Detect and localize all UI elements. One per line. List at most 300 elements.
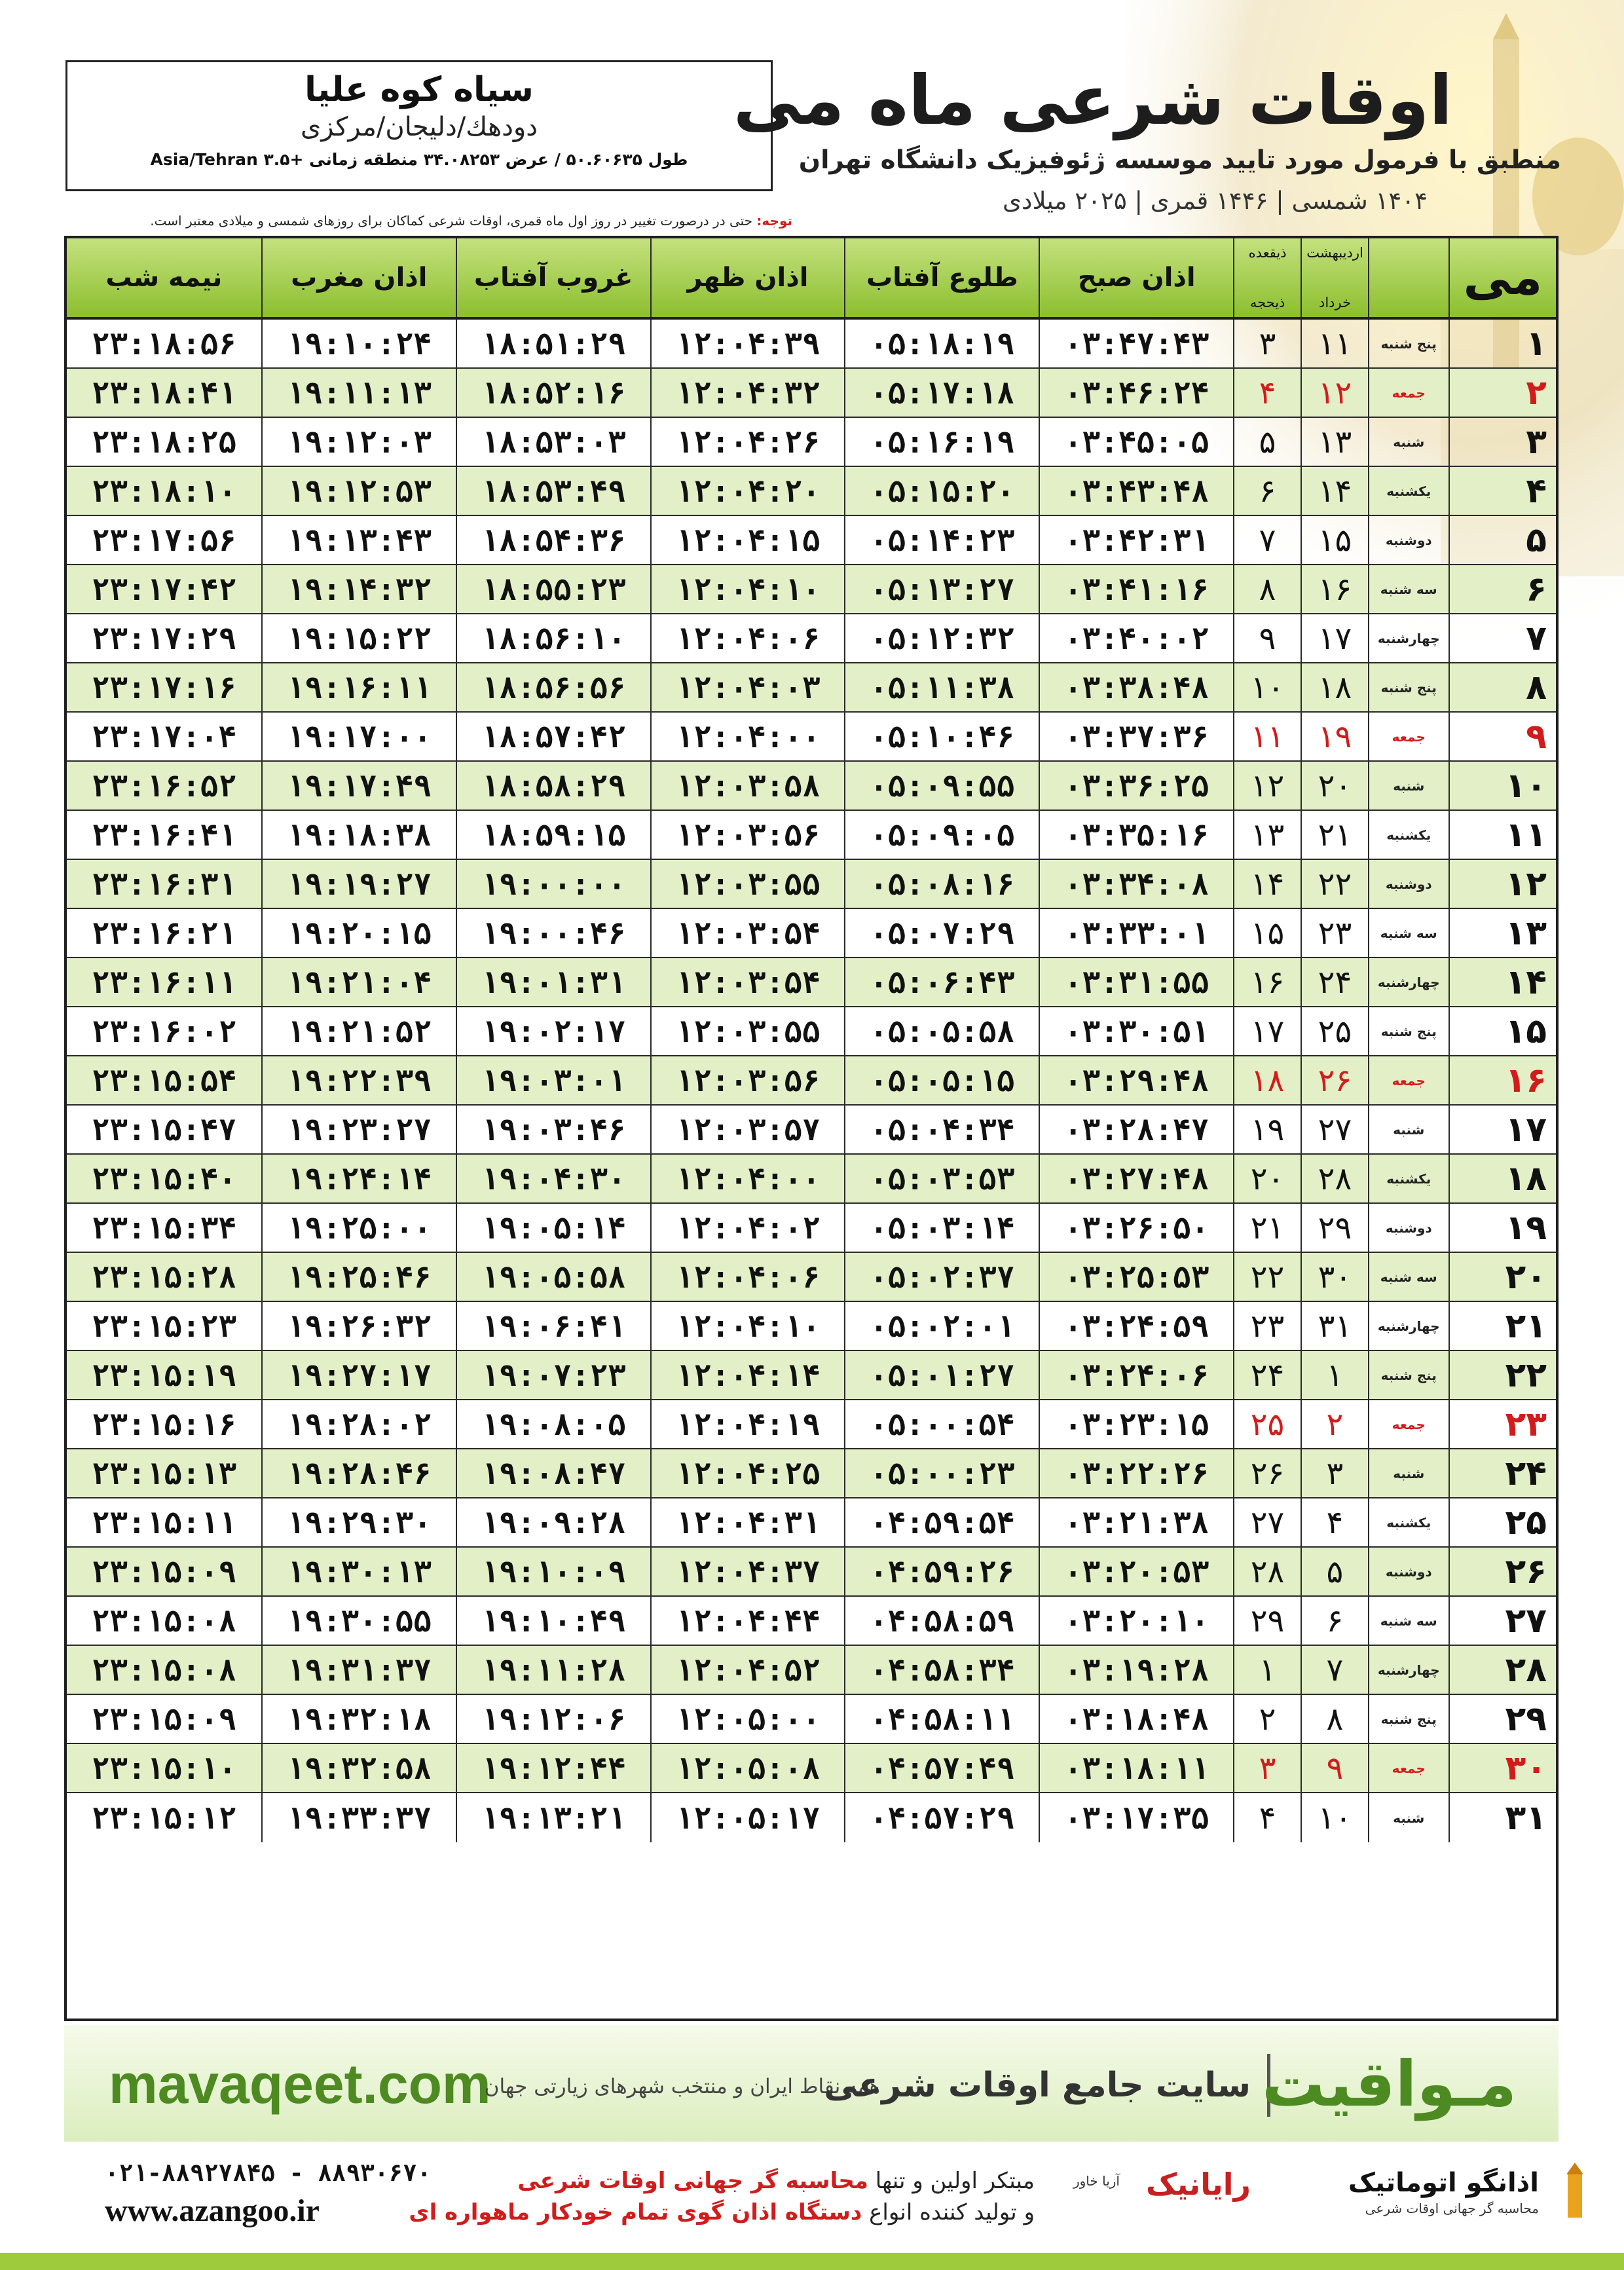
dhuhr-time: ۱۲:۰۵:۱۷ [650,1793,845,1842]
day-number: ۲۷ [1449,1597,1556,1645]
dhuhr-time: ۱۲:۰۴:۰۶ [650,1253,845,1301]
sunset-time: ۱۹:۰۰:۴۶ [456,909,650,957]
weekday: پنج شنبه [1368,663,1449,711]
slogan: سایت جامع اوقات شرعی [824,2066,1251,2105]
shamsi-day: ۲۲ [1301,860,1368,908]
weekday: جمعه [1368,713,1449,760]
hijri-day: ۱۰ [1233,663,1301,711]
date-line: ۱۴۰۴ شمسی | ۱۴۴۶ قمری | ۲۰۲۵ میلادی [1003,187,1428,215]
sunset-time: ۱۹:۱۰:۴۹ [456,1597,650,1645]
maghrib-time: ۱۹:۳۰:۵۵ [261,1597,456,1645]
midnight-time: ۲۳:۱۵:۴۰ [91,1161,237,1197]
hijri-day: ۲۱ [1233,1204,1301,1252]
weekday: شنبه [1368,1106,1449,1153]
day-number: ۱۹ [1449,1204,1556,1252]
maghrib-time: ۱۹:۳۲:۵۸ [261,1744,456,1792]
dhuhr-time: ۱۲:۰۳:۵۵ [650,1007,845,1055]
table-row [67,1695,1556,1744]
shamsi-day: ۳۰ [1301,1253,1368,1301]
fajr-time: ۰۳:۴۷:۴۳ [1039,320,1233,367]
header-ordibehesht: اردیبهشت [1306,245,1363,261]
sunrise-time: ۰۵:۰۹:۵۵ [844,762,1039,809]
note [63,213,792,229]
midnight-time: ۲۳:۱۶:۳۱ [91,866,237,902]
maghrib-time: ۱۹:۲۵:۰۰ [261,1204,456,1252]
table-row [67,516,1556,565]
maghrib-time: ۱۹:۳۲:۱۸ [261,1695,456,1743]
sunset-time: ۱۹:۰۳:۴۶ [456,1106,650,1153]
table-row [67,1793,1556,1842]
fajr-time: ۰۳:۳۴:۰۸ [1039,860,1233,908]
table-row [67,1106,1556,1155]
dhuhr-time: ۱۲:۰۴:۱۴ [650,1351,845,1399]
day-number: ۱۶ [1449,1056,1556,1104]
page-subtitle: منطبق با فرمول مورد تایید موسسه ژئوفیزیک دانشگاه تهران [798,145,1561,175]
midnight-time: ۲۳:۱۸:۲۵ [91,424,237,460]
fajr-time: ۰۳:۲۰:۱۰ [1039,1597,1233,1645]
midnight-time: ۲۳:۱۵:۰۸ [91,1603,237,1639]
fajr-time: ۰۳:۲۴:۵۹ [1039,1302,1233,1350]
sunrise-time: ۰۵:۰۱:۲۷ [844,1351,1039,1399]
day-number: ۲۴ [1449,1449,1556,1497]
dhuhr-time: ۱۲:۰۴:۲۶ [650,418,845,466]
table-row [67,1204,1556,1253]
hijri-day: ۲۳ [1233,1302,1301,1350]
location-coords: طول ۵۰.۶۰۶۳۵ / عرض ۳۴.۰۸۲۵۳ منطقه زمانی +۳.۵ Asia/Tehran [150,150,688,169]
maghrib-time: ۱۹:۱۵:۲۲ [261,614,456,662]
shamsi-day: ۱۴ [1301,467,1368,515]
fajr-time: ۰۳:۱۸:۱۱ [1039,1744,1233,1792]
day-number: ۱۳ [1449,909,1556,957]
dhuhr-time: ۱۲:۰۴:۳۷ [650,1548,845,1595]
header-sunrise: طلوع آفتاب [844,238,1039,317]
hijri-day: ۱۸ [1233,1056,1301,1104]
weekday: یکشنبه [1368,467,1449,515]
day-number: ۲۳ [1449,1400,1556,1448]
sunrise-time: ۰۵:۱۰:۴۶ [844,713,1039,760]
sunset-time: ۱۸:۵۶:۵۶ [456,663,650,711]
maghrib-time: ۱۹:۱۲:۵۳ [261,467,456,515]
dhuhr-time: ۱۲:۰۳:۵۸ [650,762,845,809]
shamsi-day: ۲۷ [1301,1106,1368,1153]
sunrise-time: ۰۵:۰۸:۱۶ [844,860,1039,908]
header-maghrib: اذان مغرب [261,238,456,317]
fajr-time: ۰۳:۳۵:۱۶ [1039,811,1233,859]
sunrise-time: ۰۵:۰۷:۲۹ [844,909,1039,957]
footer-phone: ۰۲۱-۸۸۹۲۷۸۴۵ - ۸۸۹۳۰۶۷۰ [105,2160,432,2187]
maghrib-time: ۱۹:۲۲:۳۹ [261,1056,456,1104]
maghrib-time: ۱۹:۱۷:۴۹ [261,762,456,809]
sunset-time: ۱۹:۰۵:۱۴ [456,1204,650,1252]
table-row [67,909,1556,958]
bottom-bar [0,2253,1624,2270]
table-row [67,1744,1556,1793]
day-number: ۱۴ [1449,958,1556,1006]
dhuhr-time: ۱۲:۰۴:۰۰ [650,1155,845,1202]
shamsi-day: ۱۸ [1301,663,1368,711]
day-number: ۲۹ [1449,1695,1556,1743]
day-number: ۲۸ [1449,1646,1556,1694]
midnight-time: ۲۳:۱۸:۵۶ [91,326,237,362]
weekday: شنبه [1368,1449,1449,1497]
fajr-time: ۰۳:۲۴:۰۶ [1039,1351,1233,1399]
maghrib-time: ۱۹:۲۴:۱۴ [261,1155,456,1202]
shamsi-day: ۲۶ [1301,1056,1368,1104]
table-row [67,565,1556,614]
sunrise-time: ۰۵:۰۴:۳۴ [844,1106,1039,1153]
maghrib-time: ۱۹:۲۶:۳۲ [261,1302,456,1350]
day-number: ۹ [1449,713,1556,760]
table-row [67,860,1556,909]
dhuhr-time: ۱۲:۰۳:۵۴ [650,909,845,957]
slogan-sub: همه نقاط ایران و منتخب شهرهای زیارتی جهان [484,2075,880,2098]
sunset-time: ۱۹:۰۲:۱۷ [456,1007,650,1055]
sunset-time: ۱۹:۰۶:۴۱ [456,1302,650,1350]
sunrise-time: ۰۴:۵۷:۴۹ [844,1744,1039,1792]
fajr-time: ۰۳:۳۶:۲۵ [1039,762,1233,809]
dhuhr-time: ۱۲:۰۴:۰۰ [650,713,845,760]
shamsi-day: ۱۷ [1301,614,1368,662]
fajr-time: ۰۳:۳۱:۵۵ [1039,958,1233,1006]
weekday: شنبه [1368,1793,1449,1842]
sunrise-time: ۰۵:۰۲:۰۱ [844,1302,1039,1350]
location-region: دودهك/دلیجان/مرکزی [300,112,538,142]
shamsi-day: ۲ [1301,1400,1368,1448]
dhuhr-time: ۱۲:۰۳:۵۵ [650,860,845,908]
weekday: پنج شنبه [1368,1007,1449,1055]
day-number: ۲۲ [1449,1351,1556,1399]
footer-line-2-b: دستگاه اذان گوی تمام خودکار ماهواره ای [409,2199,862,2225]
midnight-time: ۲۳:۱۵:۱۳ [91,1455,237,1491]
fajr-time: ۰۳:۴۶:۲۴ [1039,369,1233,417]
hijri-day: ۱۲ [1233,762,1301,809]
shamsi-day: ۲۴ [1301,958,1368,1006]
sunset-time: ۱۸:۵۵:۲۳ [456,565,650,613]
table-row [67,1253,1556,1302]
day-number: ۲۶ [1449,1548,1556,1595]
shamsi-day: ۲۰ [1301,762,1368,809]
dhuhr-time: ۱۲:۰۴:۱۰ [650,565,845,613]
day-number: ۸ [1449,663,1556,711]
table-row [67,1449,1556,1498]
dhuhr-time: ۱۲:۰۴:۳۱ [650,1498,845,1546]
sunset-time: ۱۹:۰۰:۰۰ [456,860,650,908]
day-number: ۱۷ [1449,1106,1556,1153]
dhuhr-time: ۱۲:۰۳:۵۶ [650,811,845,859]
midnight-time: ۲۳:۱۸:۴۱ [91,375,237,411]
shamsi-day: ۵ [1301,1548,1368,1595]
azangoo-minaret-icon [1552,2161,1598,2220]
footer-website[interactable]: www.azangoo.ir [105,2193,320,2228]
header-khordad: خرداد [1318,295,1352,310]
midnight-time: ۲۳:۱۵:۲۳ [91,1308,237,1344]
fajr-time: ۰۳:۲۹:۴۸ [1039,1056,1233,1104]
hijri-day: ۲۵ [1233,1400,1301,1448]
maghrib-time: ۱۹:۲۷:۱۷ [261,1351,456,1399]
brand-logo: مـواقیت [1261,2047,1517,2121]
fajr-time: ۰۳:۴۱:۱۶ [1039,565,1233,613]
sunrise-time: ۰۵:۰۳:۱۴ [844,1204,1039,1252]
day-number: ۵ [1449,516,1556,564]
midnight-time: ۲۳:۱۷:۰۴ [91,718,237,754]
table-row [67,1155,1556,1204]
dhuhr-time: ۱۲:۰۴:۰۳ [650,663,845,711]
sunrise-time: ۰۵:۱۶:۱۹ [844,418,1039,466]
hijri-day: ۲۷ [1233,1498,1301,1546]
midnight-time: ۲۳:۱۶:۱۱ [91,964,237,1000]
footer-line-1 [517,2168,1035,2194]
dhuhr-time: ۱۲:۰۴:۰۶ [650,614,845,662]
midnight-time: ۲۳:۱۵:۰۸ [91,1652,237,1688]
shamsi-day: ۶ [1301,1597,1368,1645]
table-row [67,614,1556,663]
dhuhr-time: ۱۲:۰۳:۵۷ [650,1106,845,1153]
dhuhr-time: ۱۲:۰۵:۰۸ [650,1744,845,1792]
day-number: ۳۰ [1449,1744,1556,1792]
dhuhr-time: ۱۲:۰۴:۳۲ [650,369,845,417]
sunset-time: ۱۸:۵۸:۲۹ [456,762,650,809]
table-body [67,320,1556,1842]
hijri-day: ۱۵ [1233,909,1301,957]
mavaqeet-banner [64,2025,1559,2142]
fajr-time: ۰۳:۳۷:۳۶ [1039,713,1233,760]
hijri-day: ۲۹ [1233,1597,1301,1645]
fajr-time: ۰۳:۲۱:۳۸ [1039,1498,1233,1546]
sunset-time: ۱۹:۰۵:۵۸ [456,1253,650,1301]
weekday: چهارشنبه [1368,958,1449,1006]
midnight-time: ۲۳:۱۷:۱۶ [91,669,237,705]
maghrib-time: ۱۹:۱۴:۳۲ [261,565,456,613]
table-row [67,320,1556,369]
weekday: شنبه [1368,762,1449,809]
table-header [67,238,1556,320]
sunset-time: ۱۸:۵۴:۳۶ [456,516,650,564]
midnight-time: ۲۳:۱۵:۵۴ [91,1062,237,1098]
hijri-day: ۱۴ [1233,860,1301,908]
fajr-time: ۰۳:۴۳:۴۸ [1039,467,1233,515]
shamsi-day: ۳ [1301,1449,1368,1497]
table-row [67,1597,1556,1646]
midnight-time: ۲۳:۱۵:۰۹ [91,1554,237,1590]
location-box [65,60,773,191]
sunset-time: ۱۸:۵۳:۰۳ [456,418,650,466]
weekday: سه شنبه [1368,565,1449,613]
hijri-day: ۲۶ [1233,1449,1301,1497]
maghrib-time: ۱۹:۱۷:۰۰ [261,713,456,760]
sunset-time: ۱۹:۰۱:۳۱ [456,958,650,1006]
weekday: سه شنبه [1368,909,1449,957]
sunset-time: ۱۸:۵۶:۱۰ [456,614,650,662]
day-number: ۱۵ [1449,1007,1556,1055]
day-number: ۲۰ [1449,1253,1556,1301]
fajr-time: ۰۳:۱۷:۳۵ [1039,1793,1233,1842]
fajr-time: ۰۳:۳۰:۵۱ [1039,1007,1233,1055]
fajr-time: ۰۳:۴۵:۰۵ [1039,418,1233,466]
shamsi-day: ۱۱ [1301,320,1368,367]
dhuhr-time: ۱۲:۰۴:۴۴ [650,1597,845,1645]
fajr-time: ۰۳:۲۵:۵۳ [1039,1253,1233,1301]
maghrib-time: ۱۹:۲۵:۴۶ [261,1253,456,1301]
midnight-time: ۲۳:۱۷:۵۶ [91,522,237,558]
day-number: ۲۵ [1449,1498,1556,1546]
sunset-time: ۱۹:۰۹:۲۸ [456,1498,650,1546]
shamsi-day: ۱۵ [1301,516,1368,564]
table-row [67,1646,1556,1695]
maghrib-time: ۱۹:۲۸:۰۲ [261,1400,456,1448]
sunrise-time: ۰۵:۰۰:۲۳ [844,1449,1039,1497]
fajr-time: ۰۳:۲۷:۴۸ [1039,1155,1233,1202]
sunrise-time: ۰۴:۵۸:۳۴ [844,1646,1039,1694]
fajr-time: ۰۳:۳۳:۰۱ [1039,909,1233,957]
sunset-time: ۱۹:۱۱:۲۸ [456,1646,650,1694]
table-row [67,467,1556,516]
midnight-time: ۲۳:۱۵:۱۲ [91,1800,237,1836]
weekday: جمعه [1368,1400,1449,1448]
table-row [67,369,1556,418]
maghrib-time: ۱۹:۲۳:۲۷ [261,1106,456,1153]
maghrib-time: ۱۹:۳۳:۳۷ [261,1793,456,1842]
weekday: دوشنبه [1368,1548,1449,1595]
table-row [67,418,1556,467]
dhuhr-time: ۱۲:۰۳:۵۴ [650,958,845,1006]
maghrib-time: ۱۹:۱۸:۳۸ [261,811,456,859]
maghrib-time: ۱۹:۲۱:۰۴ [261,958,456,1006]
shamsi-day: ۳۱ [1301,1302,1368,1350]
weekday: چهارشنبه [1368,614,1449,662]
dhuhr-time: ۱۲:۰۴:۵۲ [650,1646,845,1694]
hijri-day: ۳ [1233,1744,1301,1792]
hijri-day: ۸ [1233,565,1301,613]
sunset-time: ۱۸:۵۱:۲۹ [456,320,650,367]
footer-line-1-a: مبتکر اولین و تنها [868,2168,1035,2194]
midnight-time: ۲۳:۱۶:۵۲ [91,768,237,804]
weekday: چهارشنبه [1368,1646,1449,1694]
dhuhr-time: ۱۲:۰۴:۱۹ [650,1400,845,1448]
dhuhr-time: ۱۲:۰۴:۱۵ [650,516,845,564]
midnight-time: ۲۳:۱۷:۴۲ [91,571,237,607]
hijri-day: ۲ [1233,1695,1301,1743]
sunrise-time: ۰۵:۱۱:۳۸ [844,663,1039,711]
maghrib-time: ۱۹:۲۱:۵۲ [261,1007,456,1055]
footer-line-1-b: محاسبه گر جهانی اوقات شرعی [517,2168,868,2194]
maghrib-time: ۱۹:۳۰:۱۳ [261,1548,456,1595]
table-row [67,663,1556,713]
weekday: جمعه [1368,1056,1449,1104]
header-dhuhr: اذان ظهر [650,238,845,317]
sunrise-time: ۰۵:۰۹:۰۵ [844,811,1039,859]
fajr-time: ۰۳:۲۲:۲۶ [1039,1449,1233,1497]
hijri-day: ۳ [1233,320,1301,367]
hijri-day: ۱۳ [1233,811,1301,859]
fajr-time: ۰۳:۱۸:۴۸ [1039,1695,1233,1743]
sunset-time: ۱۹:۱۲:۴۴ [456,1744,650,1792]
sunrise-time: ۰۵:۰۵:۵۸ [844,1007,1039,1055]
midnight-time: ۲۳:۱۵:۱۱ [91,1504,237,1540]
sunrise-time: ۰۵:۰۶:۴۳ [844,958,1039,1006]
weekday: پنج شنبه [1368,320,1449,367]
table-row [67,1351,1556,1400]
weekday: جمعه [1368,1744,1449,1792]
weekday: دوشنبه [1368,860,1449,908]
maghrib-time: ۱۹:۲۹:۳۰ [261,1498,456,1546]
hijri-day: ۶ [1233,467,1301,515]
day-number: ۱۸ [1449,1155,1556,1202]
header-hijri [1233,238,1301,317]
dhuhr-time: ۱۲:۰۴:۲۵ [650,1449,845,1497]
midnight-time: ۲۳:۱۷:۲۹ [91,620,237,656]
hijri-day: ۵ [1233,418,1301,466]
dhuhr-time: ۱۲:۰۴:۳۹ [650,320,845,367]
weekday: دوشنبه [1368,516,1449,564]
shamsi-day: ۹ [1301,1744,1368,1792]
shamsi-day: ۲۸ [1301,1155,1368,1202]
rayanik-sub: آریا خاور [1073,2173,1120,2189]
sunrise-time: ۰۵:۱۲:۳۲ [844,614,1039,662]
weekday: یکشنبه [1368,1498,1449,1546]
midnight-time: ۲۳:۱۵:۰۹ [91,1701,237,1737]
sunset-time: ۱۹:۱۲:۰۶ [456,1695,650,1743]
weekday: دوشنبه [1368,1204,1449,1252]
sunrise-time: ۰۴:۵۹:۲۶ [844,1548,1039,1595]
day-number: ۱۱ [1449,811,1556,859]
footer-line-2 [409,2199,1035,2225]
day-number: ۳۱ [1449,1793,1556,1842]
hijri-day: ۲۸ [1233,1548,1301,1595]
site-url[interactable]: mavaqeet.com [109,2053,491,2115]
shamsi-day: ۱۶ [1301,565,1368,613]
header-shamsi [1301,238,1368,317]
header-dhulqada: ذیقعده [1248,245,1287,261]
sunrise-time: ۰۵:۱۷:۱۸ [844,369,1039,417]
sunrise-time: ۰۵:۱۸:۱۹ [844,320,1039,367]
page-title: اوقات شرعی ماه می [733,60,1452,140]
table-row [67,1400,1556,1449]
sunset-time: ۱۹:۰۸:۰۵ [456,1400,650,1448]
prayer-times-table [64,236,1559,2021]
midnight-time: ۲۳:۱۵:۱۹ [91,1357,237,1393]
shamsi-day: ۴ [1301,1498,1368,1546]
sunrise-time: ۰۵:۰۲:۳۷ [844,1253,1039,1301]
sunset-time: ۱۹:۰۳:۰۱ [456,1056,650,1104]
table-row [67,811,1556,860]
fajr-time: ۰۳:۲۰:۵۳ [1039,1548,1233,1595]
sunrise-time: ۰۵:۱۵:۲۰ [844,467,1039,515]
weekday: سه شنبه [1368,1253,1449,1301]
day-number: ۳ [1449,418,1556,466]
fajr-time: ۰۳:۳۸:۴۸ [1039,663,1233,711]
sunset-time: ۱۸:۵۷:۴۲ [456,713,650,760]
midnight-time: ۲۳:۱۶:۰۲ [91,1013,237,1049]
table-row [67,1548,1556,1597]
day-number: ۱۲ [1449,860,1556,908]
hijri-day: ۴ [1233,1793,1301,1842]
table-row [67,1056,1556,1106]
shamsi-day: ۷ [1301,1646,1368,1694]
hijri-day: ۱۶ [1233,958,1301,1006]
sunrise-time: ۰۵:۰۰:۵۴ [844,1400,1039,1448]
weekday: جمعه [1368,369,1449,417]
header-weekday [1368,238,1449,317]
header-month: می [1449,238,1556,317]
rayanik-logo: رایانیک [1146,2167,1251,2202]
table-row [67,958,1556,1007]
shamsi-day: ۲۱ [1301,811,1368,859]
midnight-time: ۲۳:۱۵:۴۷ [91,1111,237,1147]
maghrib-time: ۱۹:۱۶:۱۱ [261,663,456,711]
maghrib-time: ۱۹:۱۰:۲۴ [261,320,456,367]
sunrise-time: ۰۴:۵۷:۲۹ [844,1793,1039,1842]
midnight-time: ۲۳:۱۶:۴۱ [91,817,237,853]
